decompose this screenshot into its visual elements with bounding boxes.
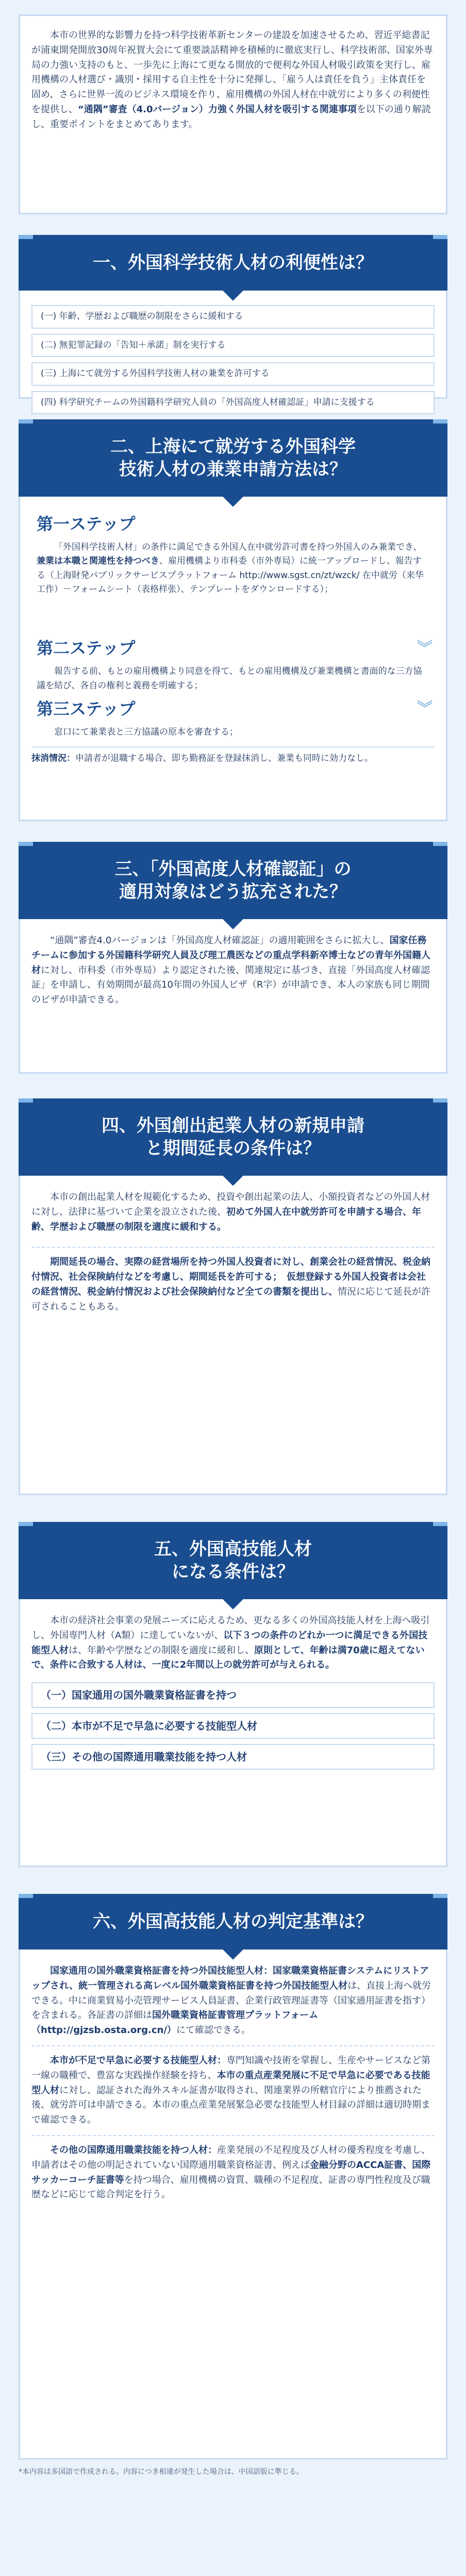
section-4-title	[81, 1114, 385, 1160]
body-text: “通隅”審査4.0バージョンは「外国高度人材確認証」の適用範囲をさらに拡大し、	[50, 935, 390, 946]
note-label: 抹消情況：	[31, 753, 75, 764]
section-1-header	[19, 235, 447, 291]
body-text: を以下の通り解読し、重要ポイントをまとめてあります。	[31, 104, 431, 130]
emphasis-text: 本市が不足で早急に必要する技能型人材：	[50, 2055, 226, 2066]
body-text: 専門知識や技術を掌握し、生産やサービスなど第一線の職種で、豊富な実践操作経験を持ち、	[31, 2055, 430, 2081]
section-3-title-line-1: 三、「外国高度人材確認証」の	[114, 858, 352, 879]
section-4-body	[19, 1176, 447, 1495]
section-6-paragraph-3	[31, 2143, 435, 2202]
section-2-title	[90, 435, 376, 481]
section-3-text	[31, 934, 435, 1008]
body-text: を持つ場合、雇用機構の資質、職種の不足程度、証書の専門性程度及び職歴などに応じて総合判定を行う。	[31, 2174, 430, 2200]
section-3-header	[19, 842, 447, 919]
chevron-down-icon: ︾	[417, 700, 429, 718]
body-text: 情況に応じて延長が許可されることもある。	[31, 1286, 430, 1312]
intro-panel	[19, 14, 447, 214]
emphasis-text: 初めて外国人在中就労許可を申請する場合、年齢、学歴および職歴の制限を適度に緩和する。	[31, 1206, 421, 1232]
list-item: (二) 無犯罪記録の「告知＋承諾」制を実行する	[31, 334, 435, 358]
emphasis-text: 国家通用の国外職業資格証書を持つ外国技能型人材：国家職業資格証書システムにリストアップされ、統一管理される高レベル国外職業資格証書を持つ外国技能型人材	[31, 1965, 429, 1991]
step-1-text	[37, 540, 429, 597]
section-2-title-line-2: 技術人材の兼業申請方法は？	[119, 459, 347, 480]
body-text: は、年齢や学歴などの制限を適度に緩和し、	[69, 1645, 254, 1656]
section-4-title-line-1: 四、外国創出起業人材の新規申請	[102, 1115, 364, 1136]
section-5-title-line-1: 五、外国高技能人材	[154, 1538, 312, 1560]
body-text: 本市の創出起業人材を規範化するため、投資や創出起業の法人、小額投資者などの外国人材に対し、法律に基づいて企業を設立された後、	[31, 1192, 430, 1217]
emphasis-text: 金融分野のACCA証書、国際サッカーコーチ証書等	[31, 2159, 431, 2185]
section-2-body	[19, 497, 447, 821]
list-item: （一）国家通用の国外職業資格証書を持つ	[31, 1682, 435, 1708]
body-text: 本市の経済社会事業の発展ニーズに応えるため、更なる多くの外国高技能人材を上海へ吸引し、外国専門人材（A類）に達していないが、	[31, 1615, 430, 1641]
section-5-title-line-2: になる条件は？	[172, 1562, 294, 1582]
section-2-header	[19, 419, 447, 497]
section-4-title-line-2: と期間延長の条件は？	[145, 1138, 321, 1159]
section-3-title	[94, 858, 372, 903]
body-text: は、直接上海へ就労できる。中に商業貿易小売管理サービス人員証書、企業行政管理証書等（国家通用証書を指す）を含まれる。各証書の詳細は	[31, 1980, 431, 2021]
step-3	[31, 696, 435, 722]
intro-paragraph	[31, 28, 435, 132]
step-2-body	[31, 662, 435, 696]
emphasis-text: 原則として、年齢は満70歳に超えてないで、条件に合致する人材は、一度に2年間以上の就労許可が与えられる。	[31, 1645, 425, 1671]
step-1-body	[31, 537, 435, 635]
list-item: (一) 年齢、学歴および職歴の制限をさらに緩和する	[31, 305, 435, 329]
body-text: 本市の世界的な影響力を持つ科学技術革新センターの建設を加速させるため、習近平総書記が浦東開発開放30周年祝賀大会にて重要談話精神を積極的に徹底実行し、科学技術部、国家外専局の力強い支持のもと、一歩先に上海にて更なる開放的で便利な外国人材吸引政策を実行し、雇用機構の人材選び・識別・採用する自主性を十分に発揮し、「雇う人は責任を負う」主体責任を固め、さらに世界一流のビジネス環境を作り、雇用機構の外国人材在中就労により多くの利便性を提供し、	[31, 30, 433, 115]
section-2-title-line-1: 二、上海にて就労する外国科学	[110, 436, 356, 457]
step-1	[31, 511, 435, 537]
step-2-title: 第二ステップ	[37, 638, 136, 658]
body-text: 産業発展の不足程度及び人材の優秀程度を考慮し、申請者はその他の明記されていない国際通用職業資格証書、例えば	[31, 2144, 430, 2171]
emphasis-text: その他の国際通用職業技能を持つ人材：	[50, 2144, 217, 2156]
body-text: 「外国科学技術人材」の条件に満足できる外国人在中就労許可書を持つ外国人のみ兼業でき、	[54, 542, 422, 553]
section-6-body	[19, 1950, 447, 2460]
emphasis-text: 本市の重点産業発展に不足で早急に必要である技能型人材	[31, 2070, 430, 2096]
body-text: にて確認できる。	[176, 2025, 251, 2036]
section-6-header	[19, 1894, 447, 1950]
emphasis-text: 期間延長の場合、実際の経営場所を持つ外国人投資者に対し、創業会社の経営情況、税金納付情況、社会保険納付などを考慮し、期間延長を許可する； 仮想登録する外国人投資者は会社の経営情況、税金納付情況および社会保険納付など全ての書類を提出し、	[31, 1257, 430, 1297]
section-5-title	[134, 1538, 332, 1583]
step-1-title: 第一ステップ	[37, 514, 136, 534]
step-3-body	[31, 722, 435, 742]
section-5-header	[19, 1522, 447, 1599]
list-item: (四) 科学研究チームの外国籍科学研究人員の「外国高度人材確認証」申請に支援する	[31, 391, 435, 415]
section-3-body	[19, 919, 447, 1074]
emphasis-text: 国外職業資格証書管理プラットフォーム（http://gjzsb.osta.org.cn/）	[31, 2010, 319, 2036]
emphasis-text: 国家任務チームに参加する外国籍科学研究人員及び理工農医などの重点学科新卒博士などの青年外国籍人材	[31, 935, 430, 976]
body-text: 、雇用機構より市科委（市外専局）に統一アップロードし、報告する（上海財発パブリックサービスプラットフォーム http://www.sgst.cn/zt/wzck/ 在中就労（来华工作）－フォームシート（表格样张）、テンプレートをダウンロードする）；	[37, 556, 424, 595]
body-text: に対し、市科委（市外専局）より認定された後、関連規定に基づき、直接「外国高度人材確認証」を申請し、有効期間が最高10年間の外国人ビザ（R字）が申請でき、本人の家族も同じ期間のビザが申請できる。	[31, 964, 430, 1006]
step-2	[31, 635, 435, 662]
section-6-title: 六、外国高技能人材の判定基準は？	[93, 1911, 373, 1932]
body-text: に対し、認証された海外スキル証書が取得され、関連業界の所轄官庁により推薦された後、就労許可は申請できる。本市の重点産業発展緊急必要な技能型人材目録の詳細は適切時期まで確認できる。	[31, 2084, 430, 2126]
section-1-body	[19, 291, 447, 408]
footnote: *本内容は多国語で作成される。内容につき相違が発生した場合は、中国語版に準じる。	[19, 2468, 304, 2476]
list-item: （二）本市が不足で早急に必要する技能型人材	[31, 1713, 435, 1739]
cancellation-note	[31, 747, 435, 766]
section-6-paragraph-2	[31, 2054, 435, 2128]
section-4-paragraph-2	[31, 1255, 435, 1314]
section-1-title: 一、外国科学技術人材の利便性は？	[93, 252, 373, 273]
section-4-header	[19, 1098, 447, 1176]
section-5-text	[31, 1614, 435, 1673]
section-5-body	[19, 1599, 447, 1867]
emphasis-text: 兼業は本職と関連性を持つべき	[37, 556, 159, 567]
emphasis-text: “通隅”審査（4.0バージョン）力強く外国人材を吸引する関連事項	[78, 104, 357, 115]
list-item: （三）その他の国際通用職業技能を持つ人材	[31, 1744, 435, 1770]
chevron-down-icon: ︾	[417, 639, 429, 657]
section-4-paragraph-1	[31, 1190, 435, 1234]
section-3-title-line-2: 適用対象はどう拡充された？	[119, 882, 347, 902]
step-2-text: 報告する前、もとの雇用機構より同意を得て、もとの雇用機構及び兼業機構と書面的な三方協議を結び、各自の権利と義務を明確する；	[37, 666, 422, 691]
section-6-paragraph-1	[31, 1964, 435, 2038]
note-text: 申請者が退職する場合、即ち勤務証を登録抹消し、兼業も同時に効力なし。	[75, 753, 373, 764]
step-3-title: 第三ステップ	[37, 699, 136, 719]
emphasis-text: 以下３つの条件のどれか一つに満足できる外国技能型人材	[31, 1630, 428, 1656]
list-item: (三) 上海にて就労する外国科学技術人材の兼業を許可する	[31, 362, 435, 386]
step-3-text: 窓口にて兼業表と三方協議の原本を審査する；	[54, 726, 238, 737]
